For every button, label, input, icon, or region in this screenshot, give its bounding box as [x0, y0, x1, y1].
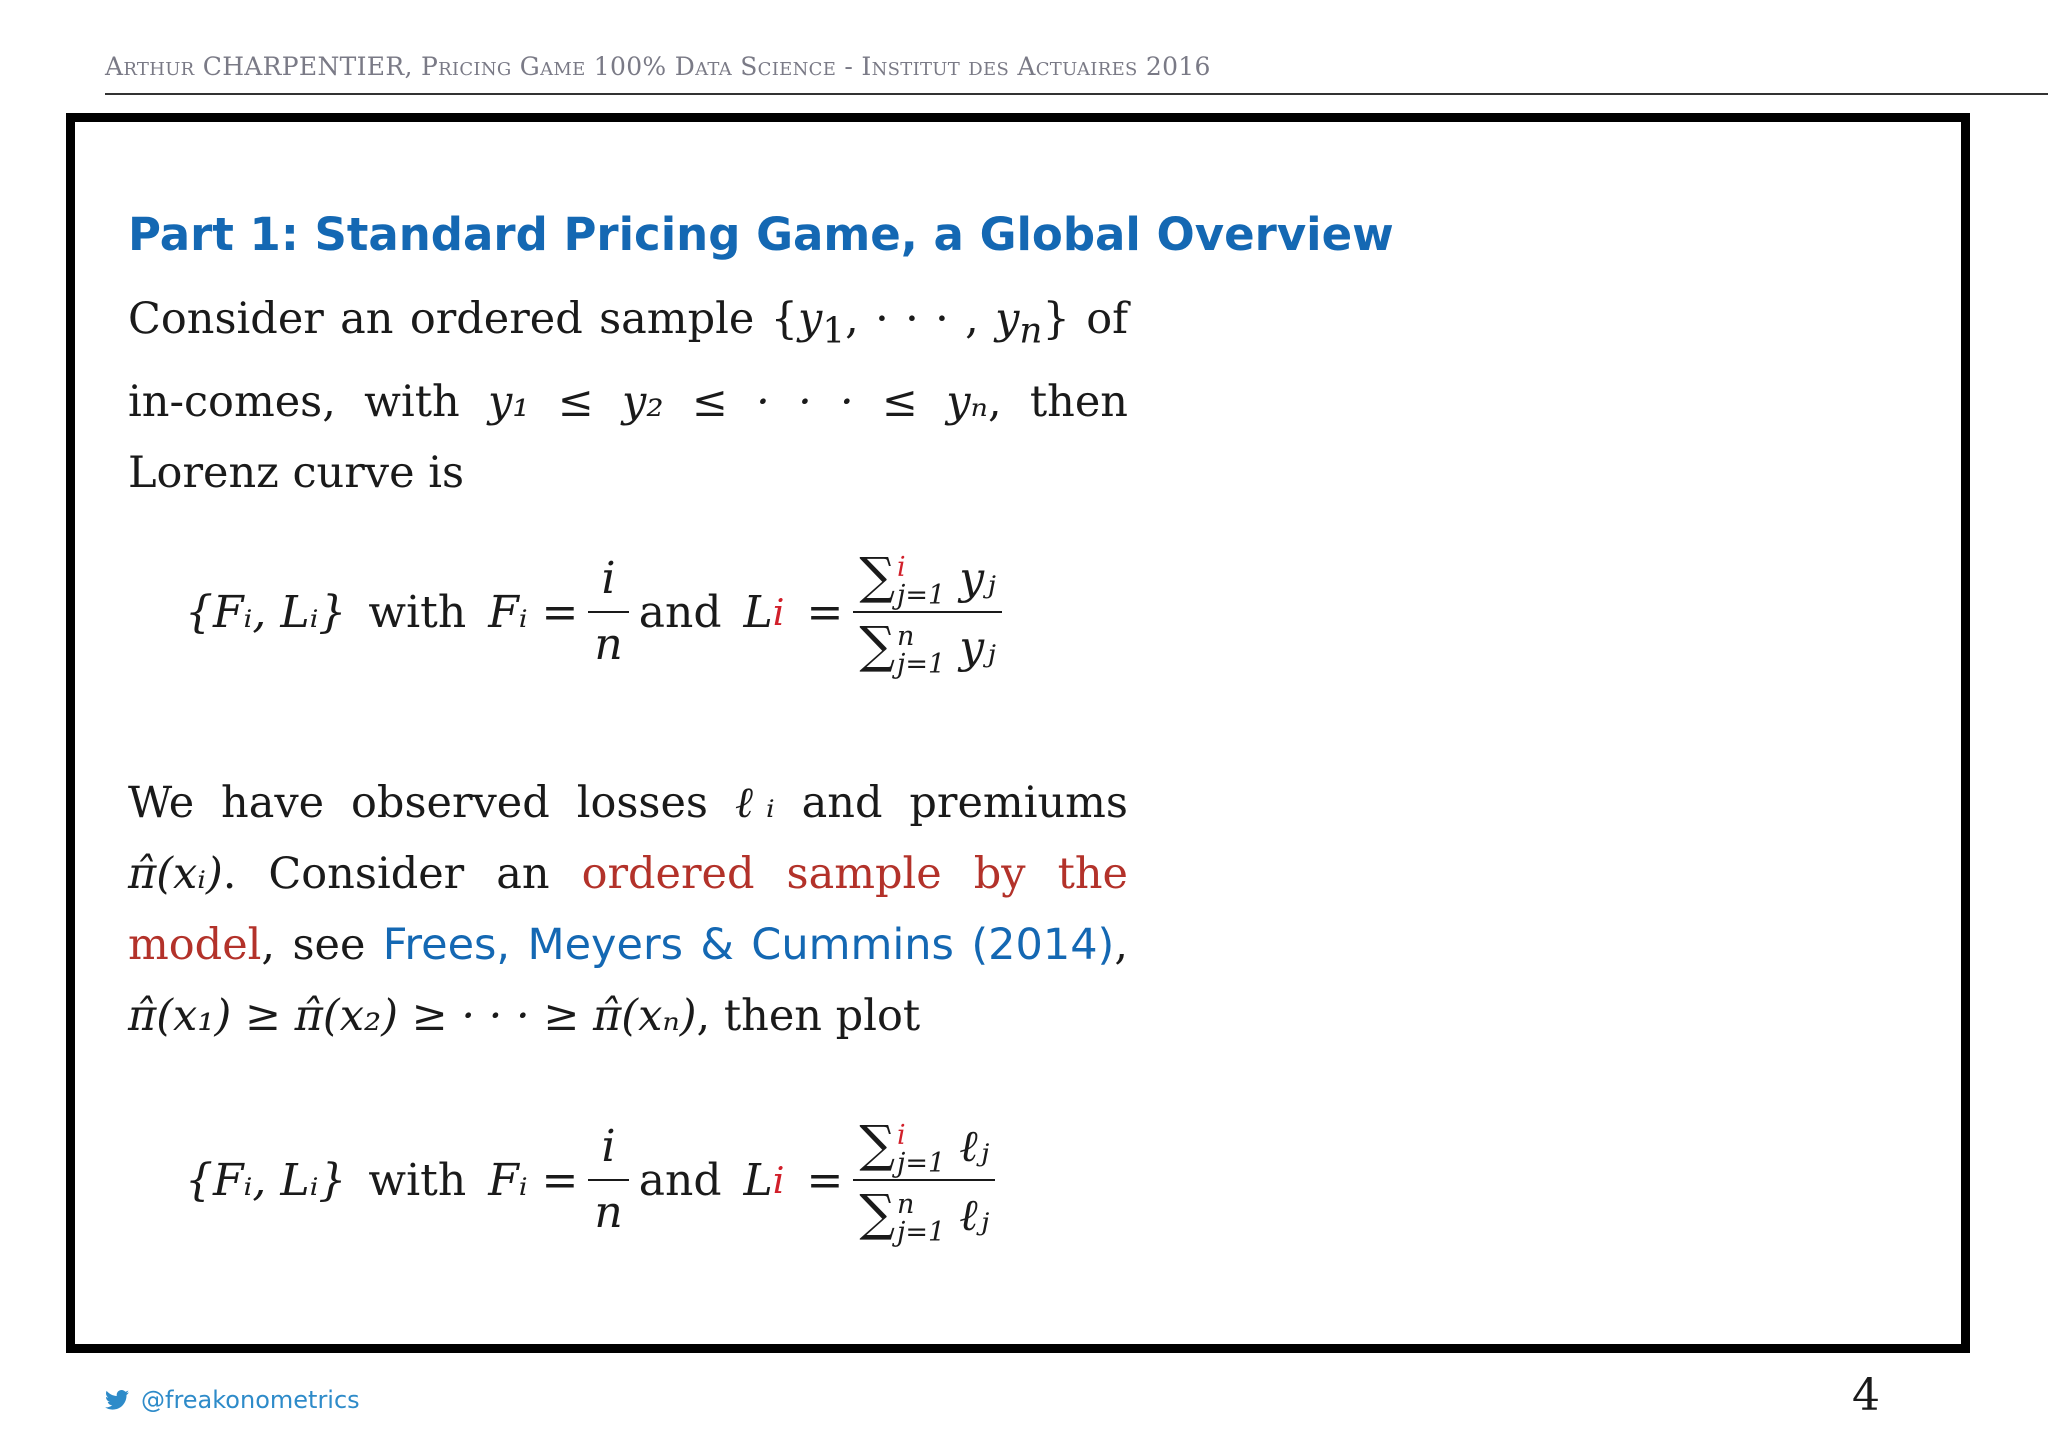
- slide-title: Part 1: Standard Pricing Game, a Global Overview: [128, 208, 1394, 261]
- sum-symbol: ∑: [859, 1115, 896, 1173]
- numerator: i: [601, 553, 616, 604]
- math-equals: =: [806, 586, 844, 638]
- sum-var: ℓⱼ: [959, 1190, 990, 1241]
- math-index-red: i: [772, 1158, 785, 1202]
- sum-upper: n: [897, 1188, 915, 1220]
- math-sub: 1: [822, 310, 846, 352]
- sum-lower: j=1: [897, 1216, 946, 1248]
- sum-symbol: ∑: [859, 616, 896, 674]
- math-set: {Fᵢ, Lᵢ}: [185, 586, 347, 638]
- math-L: L: [743, 586, 773, 638]
- fraction-sum-ratio: [853, 1112, 995, 1248]
- sum-lower: j=1: [897, 579, 946, 611]
- header-part: Pricing Game: [420, 52, 586, 81]
- math-y: y: [995, 294, 1020, 344]
- sum-lower: j=1: [897, 648, 946, 680]
- math-text: and: [638, 1154, 722, 1206]
- text: ,: [1114, 920, 1128, 970]
- reference-link[interactable]: Frees, Meyers & Cummins (2014): [382, 920, 1115, 970]
- math-Fi: Fᵢ =: [488, 1154, 579, 1206]
- math-equals: =: [806, 1154, 844, 1206]
- header-rule: [105, 93, 2048, 95]
- sum-upper: i: [897, 551, 906, 583]
- denominator: n: [594, 619, 623, 670]
- sum-lower: j=1: [897, 1147, 946, 1179]
- highlight-ordered-sample: ordered sample by the model: [128, 849, 1128, 970]
- text: Consider an ordered sample {: [128, 294, 799, 344]
- sum-upper: n: [897, 620, 915, 652]
- lorenz-formula: [185, 537, 1012, 687]
- math-text: with: [368, 1154, 467, 1206]
- header-part: 100%: [585, 52, 675, 81]
- math-inequality: y₁ ≤ y₂ ≤ · · · ≤ yₙ: [487, 376, 988, 427]
- header-part: Institut des Actuaires: [861, 52, 1138, 81]
- text: , then plot: [696, 991, 921, 1041]
- sum-symbol: ∑: [859, 1184, 896, 1242]
- sum-upper: i: [897, 1119, 906, 1151]
- header-part: CHARPENTIER,: [194, 52, 421, 81]
- text: We have observed losses: [128, 778, 735, 828]
- math-L: L: [743, 1154, 773, 1206]
- math-sub: n: [1019, 310, 1043, 352]
- fraction-sum-ratio: [853, 544, 1001, 680]
- text: . Consider an: [222, 849, 582, 899]
- handle-text[interactable]: @freakonometrics: [141, 1386, 360, 1414]
- sum-var: ℓⱼ: [959, 1121, 990, 1172]
- header-part: 2016: [1137, 52, 1211, 81]
- numerator: i: [601, 1121, 616, 1172]
- math-loss: ℓᵢ: [734, 778, 775, 828]
- text: , see: [261, 920, 383, 970]
- paragraph-observed-losses: [128, 768, 1128, 1052]
- concentration-formula: [185, 1105, 1005, 1255]
- header-part: Data Science: [674, 52, 837, 81]
- twitter-bird-icon: [105, 1390, 129, 1410]
- text: , · · · ,: [845, 294, 996, 344]
- sum-symbol: ∑: [859, 547, 896, 605]
- twitter-handle[interactable]: [105, 1386, 360, 1414]
- text: } of in-comes, with: [128, 294, 1128, 427]
- sum-var: yⱼ: [959, 622, 996, 673]
- text: and premiums: [774, 778, 1128, 828]
- math-inequality: π̂(x₁) ≥ π̂(x₂) ≥ · · · ≥ π̂(xₙ): [128, 991, 697, 1041]
- math-set: {Fᵢ, Lᵢ}: [185, 1154, 347, 1206]
- header-part: -: [836, 52, 862, 81]
- math-text: with: [368, 586, 467, 638]
- slide-header: [105, 52, 1211, 81]
- sum-var: yⱼ: [959, 553, 996, 604]
- paragraph-lorenz-definition: [128, 284, 1128, 509]
- math-y: y: [798, 294, 823, 344]
- page-number: 4: [1852, 1370, 1880, 1421]
- text: , then Lorenz curve is: [128, 376, 1128, 498]
- math-text: and: [638, 586, 722, 638]
- denominator: n: [594, 1187, 623, 1238]
- math-Fi: Fᵢ =: [488, 586, 579, 638]
- header-part: Arthur: [105, 52, 195, 81]
- fraction-i-over-n: [588, 1115, 628, 1245]
- fraction-i-over-n: [588, 547, 628, 677]
- math-premium: π̂(xᵢ): [128, 849, 223, 899]
- math-index-red: i: [772, 590, 785, 634]
